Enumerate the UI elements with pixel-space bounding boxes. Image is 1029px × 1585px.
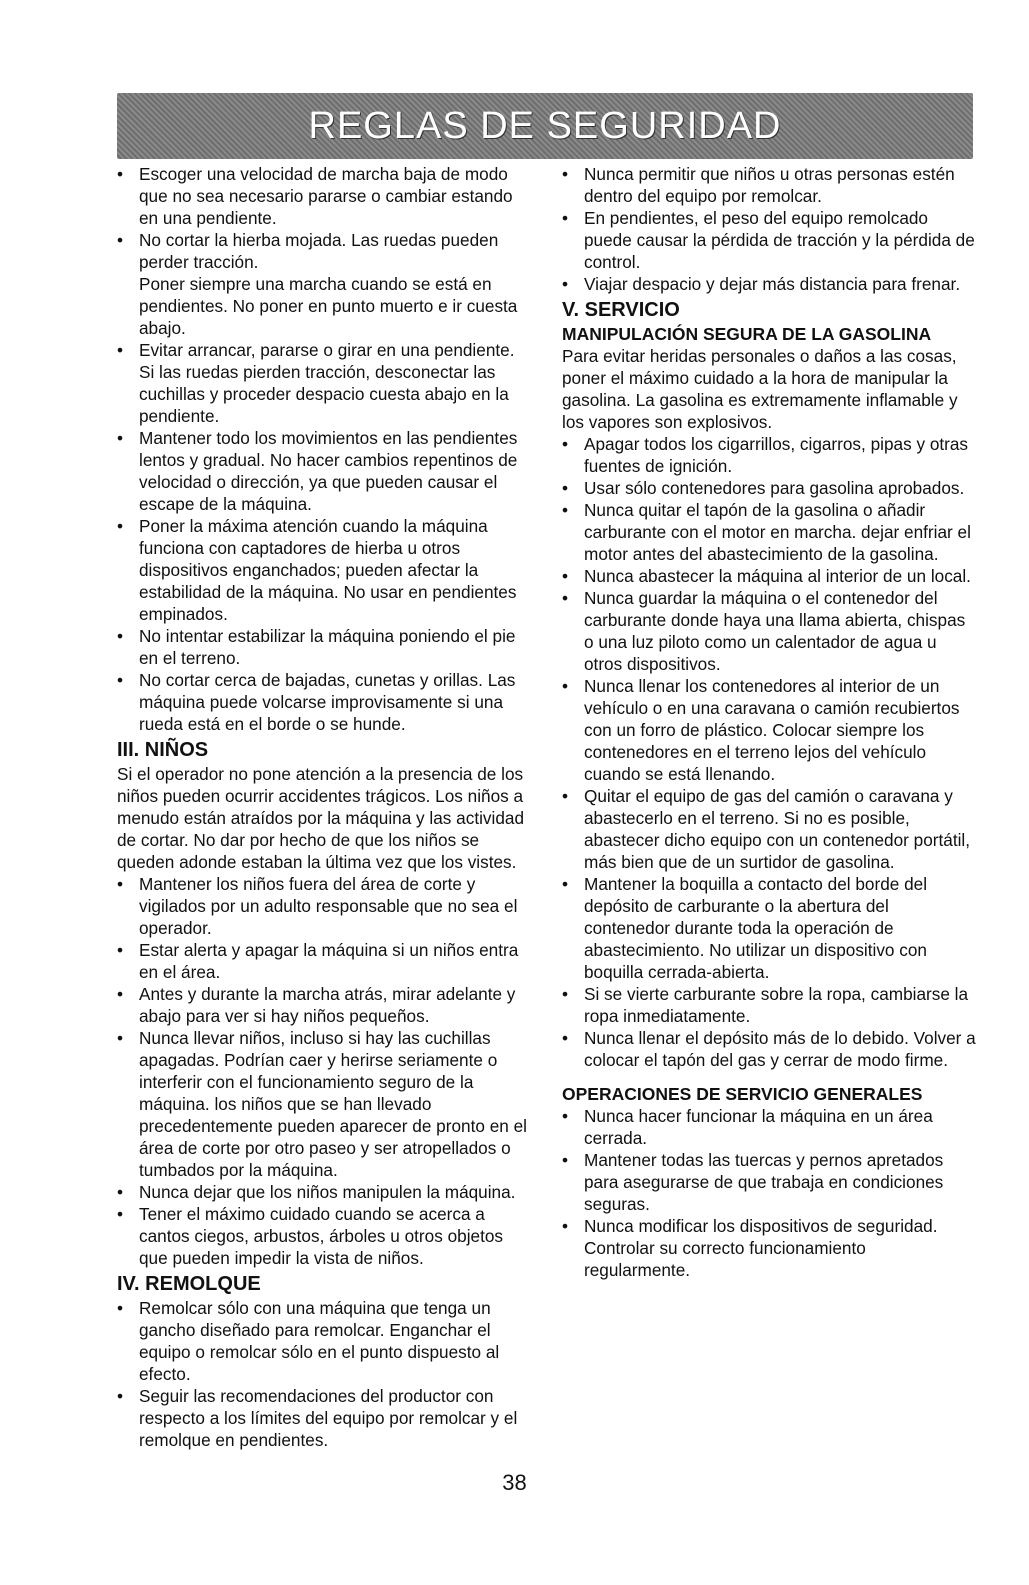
list-item: • Nunca quitar el tapón de la gasolina o añadir carburante con el motor en marcha. dejar enfriar el motor antes del abastecimiento de la gasolina.	[562, 499, 976, 565]
list-item: • En pendientes, el peso del equipo remolcado puede causar la pérdida de tracción y la pérdida de control.	[562, 207, 976, 273]
list-item: • Mantener todo los movimientos en las pendientes lentos y gradual. No hacer cambios repentinos de velocidad o dirección, ya que pueden causar el escape de la máquina.	[117, 427, 532, 515]
list-item: • Poner la máxima atención cuando la máquina funciona con captadores de hierba u otros dispositivos enganchados; pueden afectar la estabilidad de la máquina. No usar en pendientes empinados.	[117, 515, 532, 625]
subheading-operaciones: OPERACIONES DE SERVICIO GENERALES	[562, 1084, 923, 1104]
list-item: • Remolcar sólo con una máquina que tenga un gancho diseñado para remolcar. Enganchar el equipo o remolcar sólo en el punto dispuesto al efecto.	[117, 1297, 532, 1385]
list-item: • Si se vierte carburante sobre la ropa, cambiarse la ropa inmediatamente.	[562, 983, 976, 1027]
list-item: • No cortar la hierba mojada. Las ruedas pueden perder tracción.	[117, 229, 532, 273]
right-column	[562, 163, 976, 1281]
section-intro: Para evitar heridas personales o daños a las cosas, poner el máximo cuidado a la hora de manipular la gasolina. La gasolina es extremamente inflamable y los vapores son explosivos.	[562, 346, 958, 432]
list-item: • Apagar todos los cigarrillos, cigarros, pipas y otras fuentes de ignición.	[562, 433, 976, 477]
general-service-list	[562, 1105, 976, 1281]
list-item: • Quitar el equipo de gas del camión o caravana y abastecerlo en el terreno. Si no es posible, abastecer dicho equipo con un contenedor portátil, más bien que de un surtidor de gasolina.	[562, 785, 976, 873]
section-heading-servicio: V. SERVICIO	[562, 299, 680, 321]
page-number: 38	[502, 1470, 527, 1495]
list-item: • Viajar despacio y dejar más distancia para frenar.	[562, 273, 976, 295]
list-item: • Mantener los niños fuera del área de corte y vigilados por un adulto responsable que no sea el operador.	[117, 873, 532, 939]
banner-title: REGLAS DE SEGURIDAD	[308, 104, 782, 147]
left-column	[117, 163, 532, 1451]
list-item-continuation: Poner siempre una marcha cuando se está en pendientes. No poner en punto muerto e ir cuesta abajo.	[139, 274, 518, 338]
list-item: • Nunca permitir que niños u otras personas estén dentro del equipo por remolcar.	[562, 163, 976, 207]
list-item: • Antes y durante la marcha atrás, mirar adelante y abajo para ver si hay niños pequeños.	[117, 983, 532, 1027]
list-item: • No intentar estabilizar la máquina poniendo el pie en el terreno.	[117, 625, 532, 669]
children-list	[117, 873, 532, 1269]
list-item: • Nunca llenar el depósito más de lo debido. Volver a colocar el tapón del gas y cerrar de modo firme.	[562, 1027, 976, 1071]
list-item: • Nunca llenar los contenedores al interior de un vehículo o en una caravana o camión recubiertos con un forro de plástico. Colocar siempre los contenedores en el terreno lejos del vehículo cuando se está llenando.	[562, 675, 976, 785]
list-item: • Nunca guardar la máquina o el contenedor del carburante donde haya una llama abierta, chispas o una luz piloto como un calentador de agua u otros dispositivos.	[562, 587, 976, 675]
subheading-gasolina: MANIPULACIÓN SEGURA DE LA GASOLINA	[562, 324, 932, 344]
towing-list	[117, 1297, 532, 1451]
section-banner	[117, 93, 973, 159]
list-item: • Tener el máximo cuidado cuando se acerca a cantos ciegos, arbustos, árboles u otros objetos que pueden impedir la vista de niños.	[117, 1203, 532, 1269]
list-item: • Nunca dejar que los niños manipulen la máquina.	[117, 1181, 532, 1203]
list-item: • Evitar arrancar, pararse o girar en una pendiente. Si las ruedas pierden tracción, desconectar las cuchillas y proceder despacio cuesta abajo en la pendiente.	[117, 339, 532, 427]
list-item: • No cortar cerca de bajadas, cunetas y orillas. Las máquina puede volcarse improvisamente si una rueda está en el borde o se hunde.	[117, 669, 532, 735]
section-heading-remolque: IV. REMOLQUE	[117, 1273, 261, 1295]
list-item: • Escoger una velocidad de marcha baja de modo que no sea necesario pararse o cambiar estando en una pendiente.	[117, 163, 532, 229]
list-item: • Mantener la boquilla a contacto del borde del depósito de carburante o la abertura del contenedor durante toda la operación de abastecimiento. No utilizar un dispositivo con boquilla cerrada-abierta.	[562, 873, 976, 983]
list-item: • Seguir las recomendaciones del productor con respecto a los límites del equipo por remolcar y el remolque en pendientes.	[117, 1385, 532, 1451]
list-item: • Nunca llevar niños, incluso si hay las cuchillas apagadas. Podrían caer y herirse seriamente o interferir con el funcionamiento seguro de la máquina. los niños que se han llevado precedentemente pueden aparecer de pronto en el área de corte por otro paseo y ser atropellados o tumbados por la máquina.	[117, 1027, 532, 1181]
slope-list-a	[117, 163, 532, 273]
list-item: • Mantener todas las tuercas y pernos apretados para asegurarse de que trabaja en condiciones seguras.	[562, 1149, 976, 1215]
list-item: • Estar alerta y apagar la máquina si un niños entra en el área.	[117, 939, 532, 983]
list-item: • Nunca modificar los dispositivos de seguridad. Controlar su correcto funcionamiento regularmente.	[562, 1215, 976, 1281]
section-heading-ninos: III. NIÑOS	[117, 739, 209, 761]
list-item: • Nunca abastecer la máquina al interior de un local.	[562, 565, 976, 587]
section-intro: Si el operador no pone atención a la presencia de los niños pueden ocurrir accidentes trágicos. Los niños a menudo están atraídos por la máquina y las actividad de cortar. No dar por hecho de que los niños se queden adonde estaban la última vez que los vistes.	[117, 764, 525, 872]
list-item: • Nunca hacer funcionar la máquina en un área cerrada.	[562, 1105, 976, 1149]
list-item: • Usar sólo contenedores para gasolina aprobados.	[562, 477, 976, 499]
towing-list-continued	[562, 163, 976, 295]
fuel-list	[562, 433, 976, 1071]
slope-list-b	[117, 339, 532, 735]
